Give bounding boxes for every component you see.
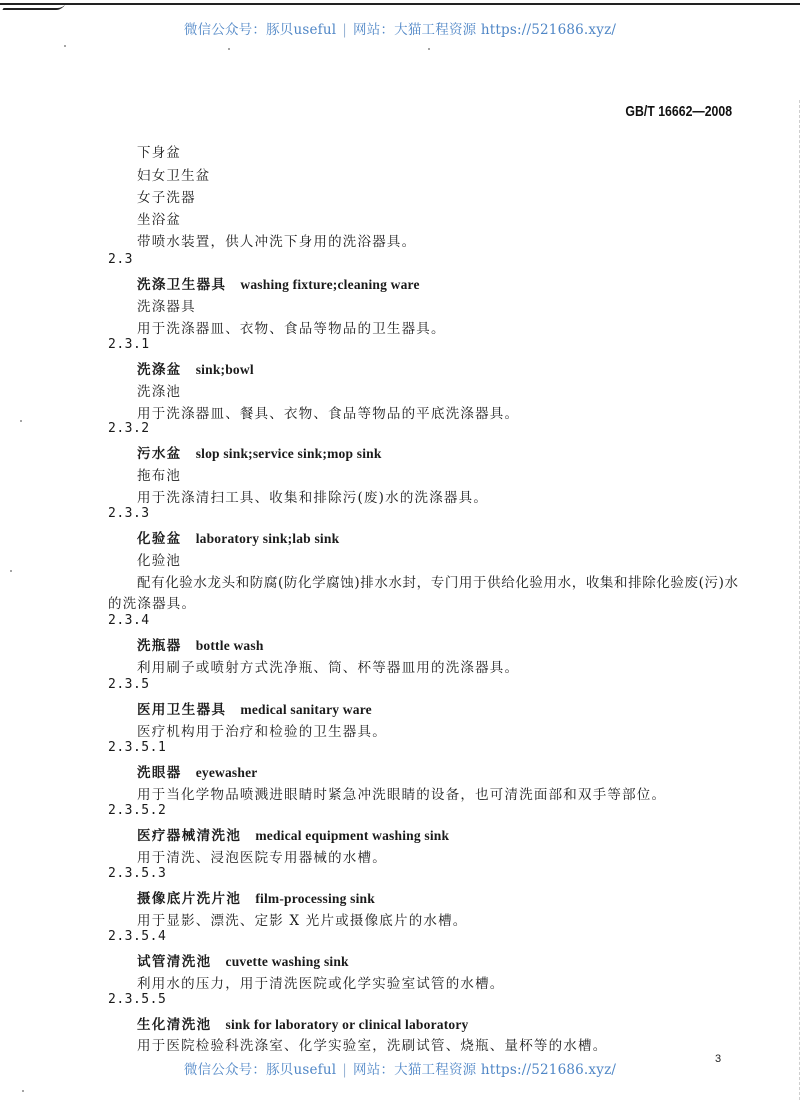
- term-heading: [137, 761, 257, 781]
- term-en: sink;bowl: [195, 362, 254, 377]
- synonym-line: 拖布池: [137, 468, 182, 484]
- term-heading: [137, 273, 420, 293]
- term-cn: 洗眼器: [137, 765, 182, 781]
- synonym-line: 洗涤器具: [137, 299, 196, 315]
- definition-line: 用于洗涤器皿、餐具、衣物、食品等物品的平底洗涤器具。: [137, 406, 520, 422]
- definition-line: 带喷水装置，供人冲洗下身用的洗浴器具。: [137, 234, 417, 250]
- term-cn: 摄像底片洗片池: [137, 891, 242, 907]
- standard-number: GB/T 16662—2008: [625, 103, 732, 120]
- term-heading: [137, 950, 349, 970]
- watermark-separator: |: [342, 1062, 348, 1078]
- scan-speck: [64, 45, 66, 47]
- term-heading: [137, 1013, 469, 1033]
- term-en: cuvette washing sink: [225, 954, 349, 969]
- term-cn: 洗瓶器: [137, 638, 182, 654]
- term-cn: 试管清洗池: [137, 954, 212, 970]
- term-heading: [137, 887, 375, 907]
- clause-number: 2.3: [108, 252, 133, 267]
- clause-number: 2.3.5.2: [108, 803, 167, 818]
- scan-speck: [20, 420, 22, 422]
- term-en: laboratory sink;lab sink: [195, 531, 340, 546]
- term-en: eyewasher: [195, 765, 258, 780]
- term-en: slop sink;service sink;mop sink: [195, 446, 382, 461]
- synonym-line: 洗涤池: [137, 384, 182, 400]
- scan-edge-mark: [2, 4, 65, 10]
- term-en: washing fixture;cleaning ware: [240, 277, 420, 292]
- definition-line: 配有化验水龙头和防腐(防化学腐蚀)排水水封，专门用于供给化验用水，收集和排除化验废(污)水: [137, 575, 739, 591]
- clause-number: 2.3.5: [108, 677, 150, 692]
- scan-speck: [228, 48, 230, 50]
- definition-line: 用于洗涤清扫工具、收集和排除污(废)水的洗涤器具。: [137, 490, 489, 506]
- synonym-line: 妇女卫生盆: [137, 168, 211, 184]
- definition-line: 利用水的压力，用于清洗医院或化学实验室试管的水槽。: [137, 976, 505, 992]
- top-border-rule: [0, 3, 800, 5]
- term-cn: 洗涤盆: [137, 362, 182, 378]
- term-en: medical sanitary ware: [240, 702, 372, 717]
- synonym-line: 坐浴盆: [137, 212, 182, 228]
- term-en: bottle wash: [195, 638, 264, 653]
- clause-number: 2.3.3: [108, 506, 150, 521]
- clause-number: 2.3.5.5: [108, 992, 167, 1007]
- term-en: medical equipment washing sink: [255, 828, 450, 843]
- definition-line: 用于显影、漂洗、定影 X 光片或摄像底片的水槽。: [137, 913, 468, 929]
- watermark-separator: |: [342, 22, 348, 38]
- watermark-top: [0, 18, 800, 38]
- page-number: 3: [715, 1053, 722, 1065]
- definition-line: 的洗涤器具。: [108, 596, 197, 612]
- definition-line: 用于清洗、浸泡医院专用器械的水槽。: [137, 850, 387, 866]
- clause-number: 2.3.5.3: [108, 866, 167, 881]
- term-en: film-processing sink: [255, 891, 375, 906]
- term-heading: [137, 442, 382, 462]
- clause-number: 2.3.5.1: [108, 740, 167, 755]
- synonym-line: 下身盆: [137, 145, 182, 161]
- term-heading: [137, 358, 254, 378]
- scan-speck: [10, 570, 12, 572]
- synonym-line: 化验池: [137, 553, 182, 569]
- term-heading: [137, 824, 449, 844]
- term-cn: 生化清洗池: [137, 1017, 212, 1033]
- watermark-website: 网站：大猫工程资源 https://521686.xyz/: [353, 22, 617, 38]
- term-heading: [137, 527, 339, 547]
- term-cn: 医用卫生器具: [137, 702, 227, 718]
- definition-line: 用于当化学物品喷溅进眼睛时紧急冲洗眼睛的设备，也可清洗面部和双手等部位。: [137, 787, 667, 803]
- term-en: sink for laboratory or clinical laboratory: [225, 1017, 469, 1032]
- clause-number: 2.3.2: [108, 421, 150, 436]
- term-cn: 医疗器械清洗池: [137, 828, 242, 844]
- term-heading: [137, 698, 372, 718]
- clause-number: 2.3.4: [108, 613, 150, 628]
- definition-line: 利用刷子或喷射方式洗净瓶、筒、杯等器皿用的洗涤器具。: [137, 660, 520, 676]
- term-cn: 洗涤卫生器具: [137, 277, 227, 293]
- watermark-wechat: 微信公众号：豚贝useful: [183, 1062, 337, 1078]
- watermark-wechat: 微信公众号：豚贝useful: [183, 22, 337, 38]
- scan-speck: [428, 48, 430, 50]
- clause-number: 2.3.5.4: [108, 929, 167, 944]
- scan-speck: [22, 1090, 24, 1092]
- definition-line: 医疗机构用于治疗和检验的卫生器具。: [137, 724, 387, 740]
- definition-line: 用于医院检验科洗涤室、化学实验室，洗刷试管、烧瓶、量杯等的水槽。: [137, 1038, 608, 1054]
- watermark-bottom: [0, 1058, 800, 1078]
- clause-number: 2.3.1: [108, 337, 150, 352]
- term-heading: [137, 634, 264, 654]
- watermark-website: 网站：大猫工程资源 https://521686.xyz/: [353, 1062, 617, 1078]
- definition-line: 用于洗涤器皿、衣物、食品等物品的卫生器具。: [137, 321, 446, 337]
- synonym-line: 女子洗器: [137, 190, 196, 206]
- term-cn: 化验盆: [137, 531, 182, 547]
- term-cn: 污水盆: [137, 446, 182, 462]
